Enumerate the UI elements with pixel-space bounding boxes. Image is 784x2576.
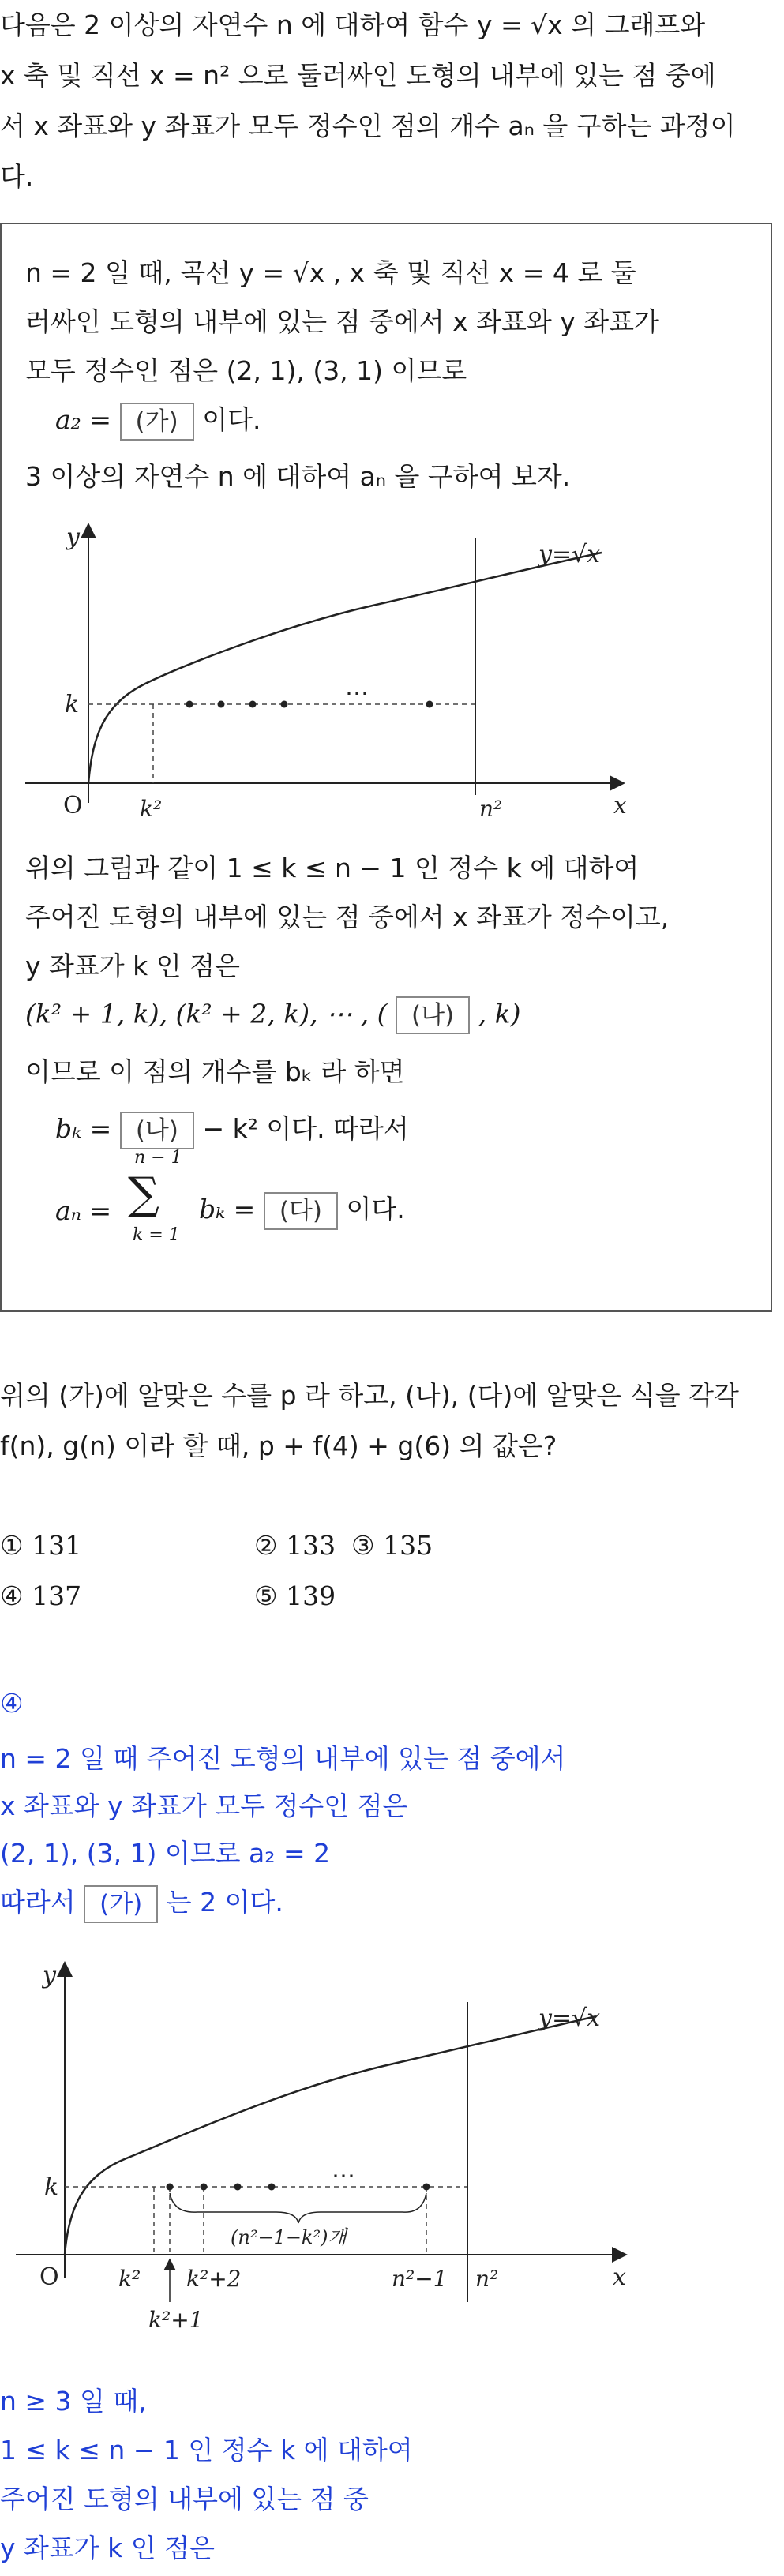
intro-line-2: x 축 및 직선 x = n² 으로 둘러싸인 도형의 내부에 있는 점 중에 [0,60,716,91]
box-line-10: 이므로 이 점의 개수를 bₖ 라 하면 [25,1056,405,1087]
solution-line-2: x 좌표와 y 좌표가 모두 정수인 점은 [0,1790,408,1821]
x-label: x [613,792,627,819]
n2-label: n² [479,796,503,822]
solution-line-7: 주어진 도형의 내부에 있는 점 중 [0,2484,369,2514]
y-label: y [66,523,80,551]
bk-sum-term: bₖ = [199,1194,256,1224]
sum-lower: k = 1 [133,1225,180,1245]
bk-expr: bₖ = [55,1113,112,1144]
box-line-4 [55,399,261,441]
n2-label: n² [475,2266,499,2292]
lattice-dot [218,701,225,708]
origin-label: O [39,2263,59,2291]
question-line-2: f(n), g(n) 이라 할 때, p + f(4) + g(6) 의 값은? [0,1430,557,1461]
lattice-dot [268,2184,276,2191]
choice-2[interactable] [254,1530,336,1561]
choice-4[interactable] [0,1580,81,1611]
lattice-dot [249,701,257,708]
blank-ga-solution: (가) [84,1885,158,1923]
blank-ga: (가) [120,403,194,441]
box-line-7: 주어진 도형의 내부에 있는 점 중에서 x 좌표가 정수이고, [25,902,670,932]
choice-value: 139 [286,1580,336,1611]
graph-1 [17,523,649,823]
y-label: y [43,1962,56,1989]
choice-num: ⑤ [254,1580,278,1611]
solution-line-4-post: 는 2 이다. [166,1887,283,1918]
solution-line-1: n = 2 일 때 주어진 도형의 내부에 있는 점 중에서 [0,1743,566,1774]
count-brace [170,2193,426,2223]
choice-5[interactable] [254,1580,336,1611]
box-line-12-post: 이다. [346,1194,405,1224]
box-line-1: n = 2 일 때, 곡선 y = √x , x 축 및 직선 x = 4 로 둘 [25,257,636,288]
solution-line-5: n ≥ 3 일 때, [0,2386,147,2417]
box-line-12 [55,1195,111,1226]
lattice-dot [281,701,288,708]
lattice-dot [201,2184,208,2191]
choice-num: ④ [0,1580,24,1611]
choice-num: ② [254,1530,278,1561]
an-expr: aₙ = [55,1195,112,1226]
x-label: x [613,2263,626,2291]
box-line-11 [55,1108,409,1149]
blank-na-1: (나) [396,996,470,1034]
box-line-5: 3 이상의 자연수 n 에 대하여 aₙ 을 구하여 보자. [25,461,571,492]
question-line-1: 위의 (가)에 알맞은 수를 p 라 하고, (나), (다)에 알맞은 식을 각각 [0,1380,739,1411]
dots-label: ⋯ [345,680,369,707]
solution-line-3: (2, 1), (3, 1) 이므로 a₂ = 2 [0,1838,331,1869]
k2p2-label: k²+2 [186,2266,242,2292]
a2-expr: a₂ = [55,404,112,435]
box-line-2: 러싸인 도형의 내부에 있는 점 중에서 x 좌표와 y 좌표가 [25,306,659,337]
choice-1[interactable] [0,1530,81,1561]
solution-line-6: 1 ≤ k ≤ n − 1 인 정수 k 에 대하여 [0,2435,413,2465]
dots-label: ⋯ [332,2162,355,2190]
lattice-dot [167,2184,174,2191]
solution-line-4-pre: 따라서 [0,1887,76,1918]
curve-label: y=√x [538,541,601,568]
intro-line-3: 서 x 좌표와 y 좌표가 모두 정수인 점의 개수 aₙ 을 구하는 과정이 [0,111,736,141]
box-line-12-right [199,1189,405,1230]
intro-line-4: 다. [0,161,34,192]
intro-line-1: 다음은 2 이상의 자연수 n 에 대하여 함수 y = √x 의 그래프와 [0,9,706,40]
box-line-6: 위의 그림과 같이 1 ≤ k ≤ n − 1 인 정수 k 에 대하여 [25,853,640,883]
lattice-dot [426,701,433,708]
box-line-9 [25,996,520,1034]
lattice-dot [423,2184,430,2191]
solution-line-4 [0,1882,283,1923]
lattice-dot [234,2184,242,2191]
n2m1-label: n²−1 [392,2266,448,2292]
k2-label: k² [140,796,163,822]
count-label: (n²−1−k²)개 [231,2226,347,2248]
choice-num: ① [0,1530,24,1561]
k-label: k [44,2173,59,2201]
box-line-11-post: − k² 이다. 따라서 [202,1113,409,1144]
choice-value: 133 [286,1530,336,1561]
blank-na-2: (나) [120,1112,194,1149]
choice-3[interactable] [351,1530,433,1561]
point-sequence-end: , k) [478,998,521,1029]
curve-label: y=√x [538,2004,601,2032]
blank-da: (다) [264,1192,338,1230]
box-line-8: y 좌표가 k 인 점은 [25,951,240,981]
point-sequence: (k² + 1, k), (k² + 2, k), ⋯ , ( [25,998,388,1029]
box-line-3: 모두 정수인 점은 (2, 1), (3, 1) 이므로 [25,355,467,386]
problem-box [0,223,772,1312]
origin-label: O [63,792,83,819]
k-label: k [65,691,80,718]
graph-2 [8,1955,640,2342]
sum-upper: n − 1 [134,1148,182,1168]
solution-line-8: y 좌표가 k 인 점은 [0,2533,215,2563]
sqrt-curve [88,553,602,783]
sqrt-curve [65,2016,596,2255]
box-line-4-post: 이다. [202,404,261,435]
choice-value: 131 [32,1530,82,1561]
k2p1-label: k²+1 [148,2307,204,2333]
choice-value: 137 [32,1580,82,1611]
choice-value: 135 [383,1530,433,1561]
choice-num: ③ [351,1530,375,1561]
sigma: ∑ [128,1168,159,1220]
lattice-dot [186,701,193,708]
answer-mark: ④ [0,1688,24,1719]
k2-label: k² [118,2266,141,2292]
